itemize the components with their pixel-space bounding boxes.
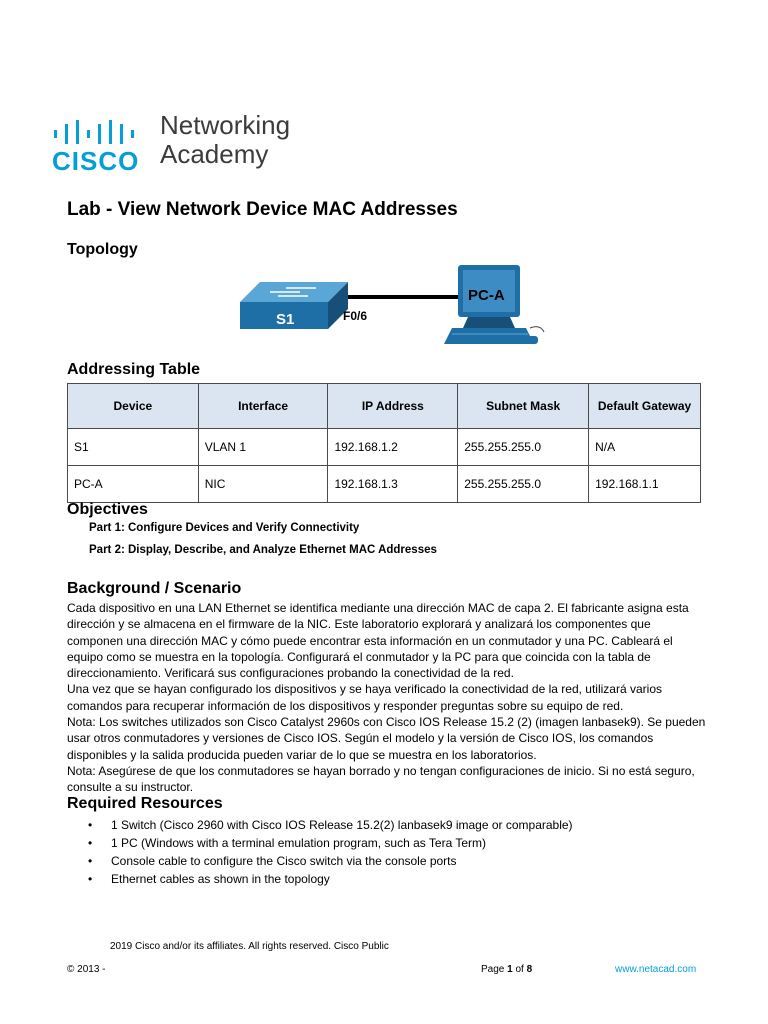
cisco-wordmark: CISCO — [52, 146, 140, 176]
col-header-default-gateway: Default Gateway — [589, 384, 701, 429]
pc-label: PC-A — [468, 287, 505, 304]
resources-heading: Required Resources — [67, 795, 223, 812]
footer-copyright: 2019 Cisco and/or its affiliates. All rights reserved. Cisco Public — [110, 941, 389, 952]
table-header-row — [68, 384, 701, 429]
background-note: Nota: Los switches utilizados son Cisco Catalyst 2960s con Cisco IOS Release 15.2 (2) (imagen lanbasek9). Se pueden usar otros conmutadores y versiones de Cisco IOS. Según el modelo y la versión de Cisco IOS, los comandos disponibles y la salida producida pueden variar de lo que se muestra en los laboratorios. — [67, 715, 706, 762]
topology-diagram — [230, 262, 560, 352]
background-paragraph: Una vez que se hayan configurado los dispositivos y se haya verificado la conectividad de la red, utilizará varios comandos para recuperar información de los dispositivos y responder preguntas sobre su equipo de red. — [67, 682, 662, 713]
cisco-logo — [52, 110, 312, 176]
cell-default-gateway: N/A — [589, 429, 701, 466]
objective-part-2: Part 2: Display, Describe, and Analyze Ethernet MAC Addresses — [89, 544, 437, 556]
cell-ip-address: 192.168.1.2 — [328, 429, 458, 466]
cell-subnet-mask: 255.255.255.0 — [458, 429, 589, 466]
addressing-table-heading: Addressing Table — [67, 361, 201, 378]
page-title: Lab - View Network Device MAC Addresses — [67, 199, 458, 220]
background-paragraph: Cada dispositivo en una LAN Ethernet se identifica mediante una dirección MAC de capa 2. El fabricante asigna esta dirección y se almacena en el firmware de la NIC. Este laboratorio explorará y analizará los componentes que componen una dirección MAC y cómo puede encontrar esta información en un conmutador y una PC. Cableará el equipo como se muestra en la topología. Configurará el conmutador y la PC para que coincida con la tabla de direccionamiento. Verificará sus configuraciones probando la conectividad de la red. — [67, 601, 689, 681]
cell-subnet-mask: 255.255.255.0 — [458, 466, 589, 503]
background-text — [67, 600, 707, 796]
list-item: • Console cable to configure the Cisco switch via the console ports — [67, 852, 573, 870]
page-current: 1 — [507, 964, 513, 975]
cell-interface: NIC — [198, 466, 328, 503]
page-number — [481, 964, 532, 975]
table-row — [68, 429, 701, 466]
page-prefix: Page — [481, 964, 508, 975]
topology-heading: Topology — [67, 241, 138, 258]
switch-label: S1 — [276, 311, 295, 328]
cell-device: S1 — [68, 429, 199, 466]
website-link[interactable]: www.netacad.com — [615, 964, 697, 975]
background-note: Nota: Asegúrese de que los conmutadores se hayan borrado y no tengan configuraciones de inicio. Si no está seguro, consulte a su instructor. — [67, 763, 695, 795]
page-of: of — [512, 964, 527, 975]
col-header-device: Device — [68, 384, 199, 429]
copyright-symbol: © — [67, 964, 75, 975]
logo-line-academy: Academy — [160, 139, 269, 169]
list-item: • 1 Switch (Cisco 2960 with Cisco IOS Release 15.2(2) lanbasek9 image or comparable) — [67, 816, 573, 834]
objective-part-1: Part 1: Configure Devices and Verify Connectivity — [89, 522, 360, 534]
cell-ip-address: 192.168.1.3 — [328, 466, 458, 503]
background-heading: Background / Scenario — [67, 580, 242, 597]
list-item: • 1 PC (Windows with a terminal emulation program, such as Tera Term) — [67, 834, 573, 852]
col-header-subnet-mask: Subnet Mask — [458, 384, 589, 429]
page-total: 8 — [526, 964, 533, 975]
cisco-bars-icon — [52, 118, 152, 144]
col-header-ip-address: IP Address — [328, 384, 458, 429]
table-row — [68, 466, 701, 503]
objectives-heading: Objectives — [67, 501, 148, 518]
cell-default-gateway: 192.168.1.1 — [589, 466, 701, 503]
port-label: F0/6 — [343, 309, 368, 323]
footer-year-text: 2013 - — [77, 964, 106, 975]
footer-year — [67, 964, 106, 975]
logo-line-networking: Networking — [160, 110, 291, 140]
cell-device: PC-A — [68, 466, 199, 503]
resources-list — [67, 816, 573, 888]
col-header-interface: Interface — [198, 384, 328, 429]
pc-icon — [444, 265, 544, 344]
addressing-table — [67, 383, 701, 503]
cell-interface: VLAN 1 — [198, 429, 328, 466]
list-item: • Ethernet cables as shown in the topology — [67, 870, 573, 888]
